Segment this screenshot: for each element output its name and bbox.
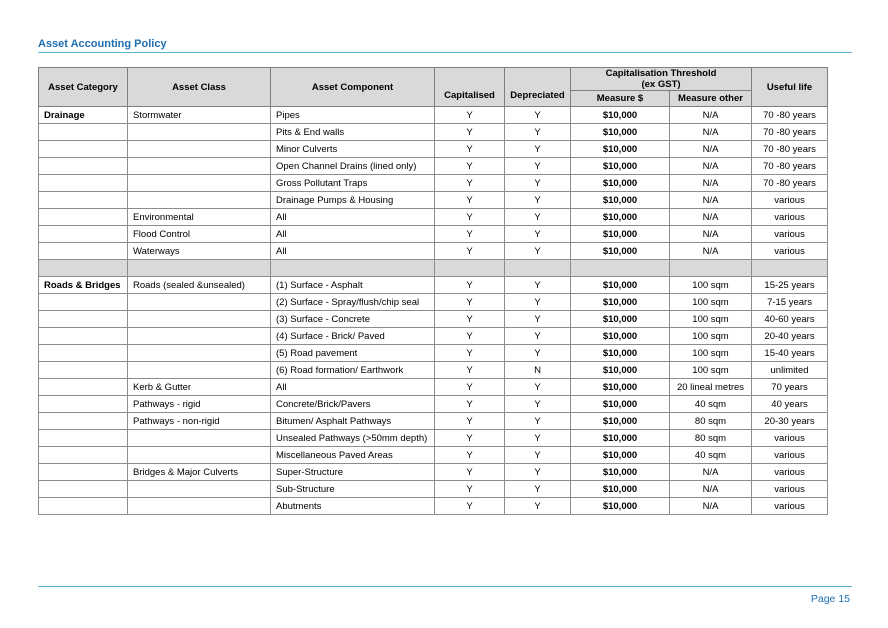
asset-category-cell [39, 447, 128, 464]
table-row [39, 277, 828, 294]
capitalised-cell: Y [435, 277, 505, 294]
asset-threshold-table [38, 67, 828, 515]
measure-other-cell: N/A [670, 481, 752, 498]
footer-divider [38, 586, 852, 587]
asset-category-cell [39, 396, 128, 413]
page-number: Page 15 [810, 593, 850, 605]
asset-category-cell [39, 464, 128, 481]
asset-class-cell [128, 430, 271, 447]
measure-dollar-cell: $10,000 [571, 464, 670, 481]
useful-life-cell: various [752, 498, 828, 515]
capitalised-cell: Y [435, 362, 505, 379]
table-row [39, 362, 828, 379]
depreciated-cell: Y [505, 311, 571, 328]
measure-other-cell: N/A [670, 226, 752, 243]
table-header [39, 68, 828, 107]
asset-component-cell: Concrete/Brick/Pavers [271, 396, 435, 413]
asset-component-cell: (2) Surface - Spray/flush/chip seal [271, 294, 435, 311]
asset-component-cell: (3) Surface - Concrete [271, 311, 435, 328]
header-depreciated: Depreciated [505, 68, 571, 107]
depreciated-cell: Y [505, 226, 571, 243]
asset-category-cell [39, 124, 128, 141]
separator-cell [271, 260, 435, 277]
measure-other-cell: 40 sqm [670, 396, 752, 413]
asset-class-cell: Roads (sealed &unsealed) [128, 277, 271, 294]
asset-category-cell [39, 328, 128, 345]
asset-component-cell: (4) Surface - Brick/ Paved [271, 328, 435, 345]
asset-component-cell: All [271, 226, 435, 243]
threshold-line-2: (ex GST) [641, 79, 681, 90]
asset-component-cell: Pits & End walls [271, 124, 435, 141]
separator-cell [670, 260, 752, 277]
capitalised-cell: Y [435, 464, 505, 481]
useful-life-cell: 20-40 years [752, 328, 828, 345]
table-body [39, 107, 828, 515]
measure-other-cell: 40 sqm [670, 447, 752, 464]
capitalised-cell: Y [435, 481, 505, 498]
measure-other-cell: N/A [670, 498, 752, 515]
asset-category-cell [39, 498, 128, 515]
asset-class-cell [128, 124, 271, 141]
table-row [39, 498, 828, 515]
measure-other-cell: 20 lineal metres [670, 379, 752, 396]
asset-component-cell: (6) Road formation/ Earthwork [271, 362, 435, 379]
header-asset-component: Asset Component [271, 68, 435, 107]
depreciated-cell: Y [505, 430, 571, 447]
measure-dollar-cell: $10,000 [571, 124, 670, 141]
asset-component-cell: (5) Road pavement [271, 345, 435, 362]
useful-life-cell: various [752, 226, 828, 243]
asset-class-cell [128, 311, 271, 328]
asset-class-cell [128, 328, 271, 345]
measure-other-cell: N/A [670, 141, 752, 158]
measure-other-cell: N/A [670, 243, 752, 260]
asset-category-cell [39, 192, 128, 209]
depreciated-cell: Y [505, 175, 571, 192]
useful-life-cell: various [752, 464, 828, 481]
depreciated-cell: Y [505, 141, 571, 158]
table-row [39, 413, 828, 430]
threshold-line-1: Capitalisation Threshold [605, 68, 717, 79]
header-capitalisation-threshold [571, 68, 752, 91]
useful-life-cell: various [752, 430, 828, 447]
asset-class-cell [128, 175, 271, 192]
header-asset-class: Asset Class [128, 68, 271, 107]
document-title: Asset Accounting Policy [38, 38, 167, 50]
asset-category-cell [39, 413, 128, 430]
depreciated-cell: Y [505, 107, 571, 124]
depreciated-cell: Y [505, 328, 571, 345]
capitalised-cell: Y [435, 498, 505, 515]
asset-class-cell: Pathways - rigid [128, 396, 271, 413]
asset-category-cell [39, 226, 128, 243]
table-row [39, 226, 828, 243]
useful-life-cell: 40-60 years [752, 311, 828, 328]
capitalised-cell: Y [435, 413, 505, 430]
measure-dollar-cell: $10,000 [571, 447, 670, 464]
table-row [39, 447, 828, 464]
asset-component-cell: Drainage Pumps & Housing [271, 192, 435, 209]
capitalised-cell: Y [435, 107, 505, 124]
measure-dollar-cell: $10,000 [571, 498, 670, 515]
useful-life-cell: 70 years [752, 379, 828, 396]
asset-category-cell [39, 294, 128, 311]
capitalised-cell: Y [435, 124, 505, 141]
asset-class-cell [128, 294, 271, 311]
asset-category-cell: Drainage [39, 107, 128, 124]
asset-component-cell: Miscellaneous Paved Areas [271, 447, 435, 464]
asset-component-cell: Abutments [271, 498, 435, 515]
asset-category-cell [39, 481, 128, 498]
asset-class-cell: Stormwater [128, 107, 271, 124]
asset-component-cell: Gross Pollutant Traps [271, 175, 435, 192]
asset-component-cell: All [271, 209, 435, 226]
depreciated-cell: Y [505, 277, 571, 294]
header-asset-category: Asset Category [39, 68, 128, 107]
measure-other-cell: 100 sqm [670, 294, 752, 311]
table-row [39, 379, 828, 396]
header-useful-life: Useful life [752, 68, 828, 107]
asset-category-cell: Roads & Bridges [39, 277, 128, 294]
capitalised-cell: Y [435, 328, 505, 345]
depreciated-cell: Y [505, 413, 571, 430]
measure-dollar-cell: $10,000 [571, 209, 670, 226]
measure-dollar-cell: $10,000 [571, 345, 670, 362]
asset-component-cell: All [271, 379, 435, 396]
table-row [39, 481, 828, 498]
asset-component-cell: (1) Surface - Asphalt [271, 277, 435, 294]
asset-category-cell [39, 379, 128, 396]
asset-component-cell: All [271, 243, 435, 260]
depreciated-cell: Y [505, 243, 571, 260]
table-row [39, 311, 828, 328]
depreciated-cell: Y [505, 158, 571, 175]
measure-dollar-cell: $10,000 [571, 192, 670, 209]
useful-life-cell: various [752, 209, 828, 226]
asset-class-cell [128, 141, 271, 158]
asset-class-cell [128, 481, 271, 498]
useful-life-cell: 70 -80 years [752, 175, 828, 192]
depreciated-cell: Y [505, 447, 571, 464]
capitalised-cell: Y [435, 141, 505, 158]
measure-dollar-cell: $10,000 [571, 413, 670, 430]
table-row [39, 464, 828, 481]
capitalised-cell: Y [435, 396, 505, 413]
table-row [39, 107, 828, 124]
useful-life-cell: 15-25 years [752, 277, 828, 294]
table-row [39, 430, 828, 447]
header-divider [38, 52, 852, 53]
asset-category-cell [39, 141, 128, 158]
useful-life-cell: 70 -80 years [752, 107, 828, 124]
measure-dollar-cell: $10,000 [571, 141, 670, 158]
measure-other-cell: N/A [670, 175, 752, 192]
table-row [39, 158, 828, 175]
capitalised-cell: Y [435, 192, 505, 209]
measure-dollar-cell: $10,000 [571, 158, 670, 175]
header-capitalised: Capitalised [435, 68, 505, 107]
table-row [39, 192, 828, 209]
measure-other-cell: N/A [670, 158, 752, 175]
header-measure-dollar: Measure $ [571, 91, 670, 107]
depreciated-cell: Y [505, 481, 571, 498]
depreciated-cell: N [505, 362, 571, 379]
useful-life-cell: various [752, 447, 828, 464]
asset-class-cell: Bridges & Major Culverts [128, 464, 271, 481]
useful-life-cell: 70 -80 years [752, 158, 828, 175]
asset-class-cell: Environmental [128, 209, 271, 226]
capitalised-cell: Y [435, 226, 505, 243]
separator-cell [752, 260, 828, 277]
capitalised-cell: Y [435, 175, 505, 192]
depreciated-cell: Y [505, 124, 571, 141]
measure-dollar-cell: $10,000 [571, 294, 670, 311]
asset-class-cell: Flood Control [128, 226, 271, 243]
capitalised-cell: Y [435, 345, 505, 362]
asset-component-cell: Bitumen/ Asphalt Pathways [271, 413, 435, 430]
measure-other-cell: N/A [670, 124, 752, 141]
asset-component-cell: Sub-Structure [271, 481, 435, 498]
asset-class-cell [128, 498, 271, 515]
useful-life-cell: various [752, 481, 828, 498]
table-row [39, 243, 828, 260]
asset-class-cell: Pathways - non-rigid [128, 413, 271, 430]
measure-other-cell: 100 sqm [670, 277, 752, 294]
measure-other-cell: 100 sqm [670, 311, 752, 328]
table-row [39, 209, 828, 226]
asset-category-cell [39, 311, 128, 328]
measure-other-cell: 80 sqm [670, 413, 752, 430]
measure-other-cell: N/A [670, 209, 752, 226]
measure-dollar-cell: $10,000 [571, 277, 670, 294]
capitalised-cell: Y [435, 209, 505, 226]
depreciated-cell: Y [505, 396, 571, 413]
measure-other-cell: N/A [670, 107, 752, 124]
measure-dollar-cell: $10,000 [571, 430, 670, 447]
measure-other-cell: N/A [670, 192, 752, 209]
measure-dollar-cell: $10,000 [571, 328, 670, 345]
header-measure-other: Measure other [670, 91, 752, 107]
table-row [39, 124, 828, 141]
depreciated-cell: Y [505, 345, 571, 362]
depreciated-cell: Y [505, 379, 571, 396]
asset-class-cell: Waterways [128, 243, 271, 260]
capitalised-cell: Y [435, 311, 505, 328]
depreciated-cell: Y [505, 498, 571, 515]
table-row [39, 141, 828, 158]
table-row [39, 175, 828, 192]
group-separator-row [39, 260, 828, 277]
table-row [39, 294, 828, 311]
asset-class-cell [128, 447, 271, 464]
depreciated-cell: Y [505, 209, 571, 226]
measure-other-cell: 100 sqm [670, 328, 752, 345]
measure-dollar-cell: $10,000 [571, 175, 670, 192]
asset-category-cell [39, 209, 128, 226]
asset-class-cell [128, 362, 271, 379]
measure-dollar-cell: $10,000 [571, 107, 670, 124]
useful-life-cell: 70 -80 years [752, 124, 828, 141]
asset-component-cell: Unsealed Pathways (>50mm depth) [271, 430, 435, 447]
table-row [39, 328, 828, 345]
measure-other-cell: 100 sqm [670, 345, 752, 362]
asset-class-cell [128, 345, 271, 362]
asset-component-cell: Pipes [271, 107, 435, 124]
asset-class-cell: Kerb & Gutter [128, 379, 271, 396]
asset-category-cell [39, 158, 128, 175]
useful-life-cell: unlimited [752, 362, 828, 379]
capitalised-cell: Y [435, 430, 505, 447]
asset-component-cell: Minor Culverts [271, 141, 435, 158]
useful-life-cell: 20-30 years [752, 413, 828, 430]
measure-dollar-cell: $10,000 [571, 226, 670, 243]
useful-life-cell: various [752, 243, 828, 260]
asset-category-cell [39, 430, 128, 447]
measure-dollar-cell: $10,000 [571, 396, 670, 413]
asset-category-cell [39, 243, 128, 260]
depreciated-cell: Y [505, 294, 571, 311]
useful-life-cell: 15-40 years [752, 345, 828, 362]
separator-cell [435, 260, 505, 277]
useful-life-cell: various [752, 192, 828, 209]
asset-component-cell: Super-Structure [271, 464, 435, 481]
table-row [39, 345, 828, 362]
depreciated-cell: Y [505, 464, 571, 481]
separator-cell [39, 260, 128, 277]
asset-component-cell: Open Channel Drains (lined only) [271, 158, 435, 175]
capitalised-cell: Y [435, 158, 505, 175]
asset-class-cell [128, 158, 271, 175]
asset-class-cell [128, 192, 271, 209]
measure-dollar-cell: $10,000 [571, 362, 670, 379]
measure-other-cell: N/A [670, 464, 752, 481]
measure-dollar-cell: $10,000 [571, 379, 670, 396]
asset-category-cell [39, 362, 128, 379]
asset-category-cell [39, 175, 128, 192]
measure-dollar-cell: $10,000 [571, 481, 670, 498]
separator-cell [128, 260, 271, 277]
table-row [39, 396, 828, 413]
measure-other-cell: 100 sqm [670, 362, 752, 379]
measure-dollar-cell: $10,000 [571, 311, 670, 328]
capitalised-cell: Y [435, 243, 505, 260]
separator-cell [505, 260, 571, 277]
asset-category-cell [39, 345, 128, 362]
measure-other-cell: 80 sqm [670, 430, 752, 447]
measure-dollar-cell: $10,000 [571, 243, 670, 260]
useful-life-cell: 70 -80 years [752, 141, 828, 158]
depreciated-cell: Y [505, 192, 571, 209]
separator-cell [571, 260, 670, 277]
capitalised-cell: Y [435, 294, 505, 311]
capitalised-cell: Y [435, 379, 505, 396]
capitalised-cell: Y [435, 447, 505, 464]
useful-life-cell: 7-15 years [752, 294, 828, 311]
useful-life-cell: 40 years [752, 396, 828, 413]
